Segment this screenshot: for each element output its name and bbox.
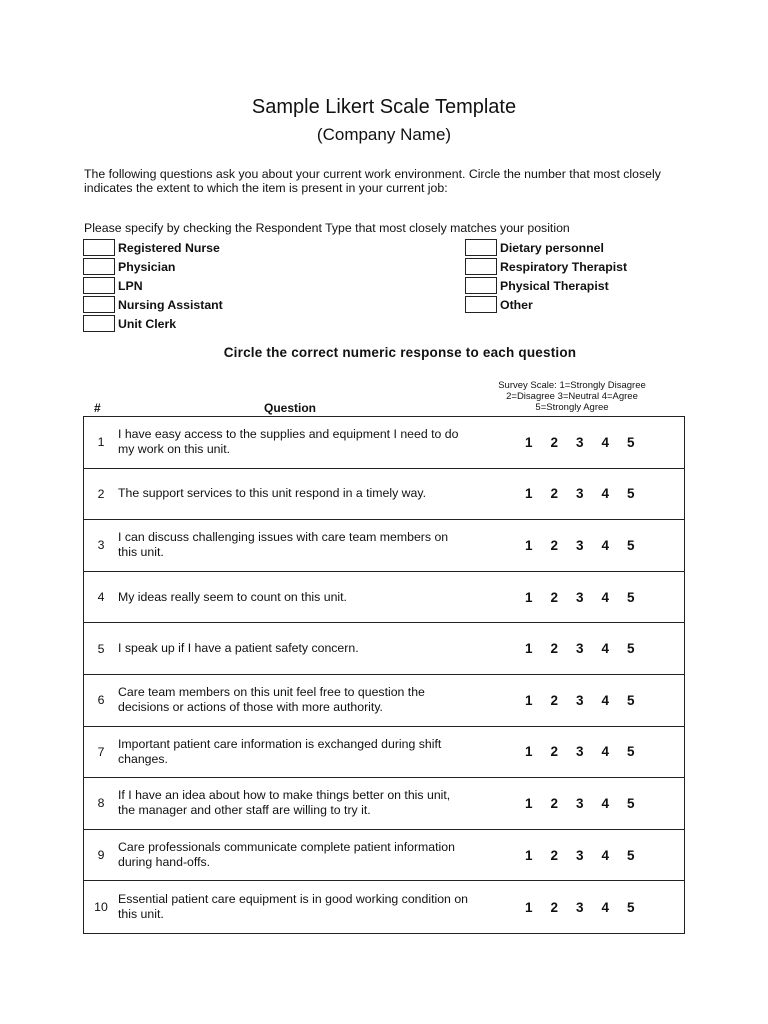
respondent-type-option[interactable] <box>465 257 627 276</box>
question-text: I have easy access to the supplies and equipment I need to do my work on this unit. <box>118 427 459 457</box>
response-option[interactable]: 1 <box>524 589 533 605</box>
respondent-type-option[interactable] <box>465 238 627 257</box>
column-header-question: Question <box>264 401 317 415</box>
respondent-type-label: Nursing Assistant <box>118 297 223 312</box>
respondent-type-option[interactable] <box>83 314 223 333</box>
question-number: 3 <box>97 538 105 553</box>
response-option[interactable]: 2 <box>550 795 558 811</box>
response-options <box>516 693 644 708</box>
respondent-types-left <box>83 238 223 333</box>
response-option[interactable]: 5 <box>626 537 635 553</box>
response-options <box>516 848 644 863</box>
respondent-type-label: Dietary personnel <box>500 240 604 255</box>
response-option[interactable]: 2 <box>550 847 558 863</box>
question-table <box>83 416 685 934</box>
respondent-type-option[interactable] <box>465 295 627 314</box>
response-option[interactable]: 1 <box>524 486 533 502</box>
respondent-type-label: Physical Therapist <box>500 278 609 293</box>
respondent-type-option[interactable] <box>83 238 223 257</box>
respondent-checkbox[interactable] <box>465 296 497 313</box>
respondent-type-instruction: Please specify by checking the Respondent Type that most closely matches your position <box>84 221 570 235</box>
respondent-type-label: Physician <box>118 259 176 274</box>
respondent-type-label: Unit Clerk <box>118 316 177 331</box>
response-instruction: Circle the correct numeric response to each question <box>223 345 577 360</box>
response-options <box>516 641 644 656</box>
response-option[interactable]: 4 <box>601 795 609 811</box>
response-option[interactable]: 4 <box>601 537 609 553</box>
question-number: 6 <box>97 693 105 708</box>
response-option[interactable]: 2 <box>550 589 558 605</box>
response-option[interactable]: 3 <box>575 847 584 863</box>
response-option[interactable]: 3 <box>575 434 584 450</box>
response-option[interactable]: 1 <box>524 692 533 708</box>
question-row <box>84 417 684 469</box>
respondent-checkbox[interactable] <box>465 277 497 294</box>
company-name: (Company Name) <box>316 125 452 144</box>
response-option[interactable]: 5 <box>626 589 635 605</box>
response-options <box>516 538 644 553</box>
response-option[interactable]: 4 <box>601 434 609 450</box>
response-options <box>516 744 644 759</box>
question-text: Care team members on this unit feel free to question the decisions or actions of those with more authority. <box>118 685 425 715</box>
response-option[interactable]: 1 <box>524 434 533 450</box>
respondent-checkbox[interactable] <box>465 258 497 275</box>
question-text: Important patient care information is exchanged during shift changes. <box>118 736 442 766</box>
response-option[interactable]: 3 <box>575 486 584 502</box>
response-option[interactable]: 5 <box>626 847 635 863</box>
question-text: I can discuss challenging issues with care team members on this unit. <box>118 530 449 560</box>
response-option[interactable]: 4 <box>601 899 609 915</box>
response-option[interactable]: 1 <box>524 795 533 811</box>
question-number: 8 <box>97 796 105 811</box>
response-option[interactable]: 2 <box>550 692 558 708</box>
document-title: Sample Likert Scale Template <box>251 96 517 118</box>
question-text: My ideas really seem to count on this unit. <box>118 589 347 604</box>
response-option[interactable]: 3 <box>575 795 584 811</box>
response-options <box>516 590 644 605</box>
response-option[interactable]: 3 <box>575 537 584 553</box>
question-row <box>84 881 684 933</box>
response-option[interactable]: 3 <box>575 744 584 760</box>
question-row <box>84 778 684 830</box>
respondent-checkbox[interactable] <box>83 277 115 294</box>
response-option[interactable]: 3 <box>575 641 584 657</box>
response-option[interactable]: 4 <box>601 847 609 863</box>
question-row <box>84 830 684 882</box>
question-row <box>84 520 684 572</box>
question-text: I speak up if I have a patient safety concern. <box>118 641 359 656</box>
intro-text: The following questions ask you about your current work environment. Circle the number that most closely indicates the extent to which the item is present in your current job: <box>84 167 661 195</box>
respondent-type-label: Other <box>500 297 533 312</box>
question-text: Care professionals communicate complete patient information during hand-offs. <box>118 840 455 870</box>
scale-line: Survey Scale: 1=Strongly Disagree <box>498 380 646 391</box>
question-row <box>84 623 684 675</box>
response-option[interactable]: 5 <box>626 692 635 708</box>
question-number: 7 <box>97 744 105 759</box>
respondent-type-label: Registered Nurse <box>118 240 220 255</box>
response-options <box>516 796 644 811</box>
question-row <box>84 469 684 521</box>
question-number: 5 <box>97 641 105 656</box>
question-row <box>84 572 684 624</box>
response-option[interactable]: 3 <box>575 692 584 708</box>
question-text: Essential patient care equipment is in good working condition on this unit. <box>118 892 468 922</box>
response-options <box>516 900 644 915</box>
question-number: 9 <box>97 848 105 863</box>
question-text: If I have an idea about how to make things better on this unit, the manager and other staff are willing to try it. <box>118 788 451 818</box>
response-option[interactable]: 1 <box>524 744 533 760</box>
response-option[interactable]: 2 <box>550 537 558 553</box>
question-number: 2 <box>97 486 105 501</box>
response-option[interactable]: 5 <box>626 899 635 915</box>
response-option[interactable]: 1 <box>524 899 533 915</box>
question-number: 4 <box>97 590 105 605</box>
response-option[interactable]: 5 <box>626 744 635 760</box>
response-option[interactable]: 1 <box>524 641 533 657</box>
response-option[interactable]: 2 <box>550 486 558 502</box>
response-option[interactable]: 5 <box>626 434 635 450</box>
response-option[interactable]: 1 <box>524 847 533 863</box>
respondent-types-right <box>465 238 627 314</box>
question-row <box>84 675 684 727</box>
response-option[interactable]: 2 <box>550 899 558 915</box>
response-option[interactable]: 5 <box>626 795 635 811</box>
respondent-type-label: Respiratory Therapist <box>500 259 628 274</box>
response-options <box>516 486 644 501</box>
response-option[interactable]: 2 <box>550 744 558 760</box>
response-option[interactable]: 4 <box>601 744 609 760</box>
response-option[interactable]: 4 <box>601 589 609 605</box>
response-option[interactable]: 2 <box>550 434 558 450</box>
response-option[interactable]: 3 <box>575 899 584 915</box>
respondent-checkbox[interactable] <box>465 239 497 256</box>
response-option[interactable]: 5 <box>626 641 635 657</box>
respondent-type-option[interactable] <box>83 276 223 295</box>
respondent-checkbox[interactable] <box>83 296 115 313</box>
respondent-type-label: LPN <box>118 278 143 293</box>
respondent-type-option[interactable] <box>83 295 223 314</box>
response-option[interactable]: 4 <box>601 692 609 708</box>
response-options <box>516 435 644 450</box>
scale-line: 5=Strongly Agree <box>535 402 609 413</box>
respondent-type-option[interactable] <box>465 276 627 295</box>
question-row <box>84 727 684 779</box>
response-option[interactable]: 5 <box>626 486 635 502</box>
response-option[interactable]: 4 <box>601 641 609 657</box>
question-number: 1 <box>97 435 105 450</box>
response-option[interactable]: 3 <box>575 589 584 605</box>
respondent-type-option[interactable] <box>83 257 223 276</box>
scale-line: 2=Disagree 3=Neutral 4=Agree <box>506 391 638 402</box>
respondent-checkbox[interactable] <box>83 239 115 256</box>
respondent-checkbox[interactable] <box>83 258 115 275</box>
column-header-number: # <box>94 401 101 415</box>
response-option[interactable]: 1 <box>524 537 533 553</box>
question-number: 10 <box>94 900 108 915</box>
response-option[interactable]: 2 <box>550 641 558 657</box>
question-text: The support services to this unit respond in a timely way. <box>118 486 427 501</box>
response-option[interactable]: 4 <box>601 486 609 502</box>
survey-scale-legend <box>472 380 672 413</box>
respondent-checkbox[interactable] <box>83 315 115 332</box>
